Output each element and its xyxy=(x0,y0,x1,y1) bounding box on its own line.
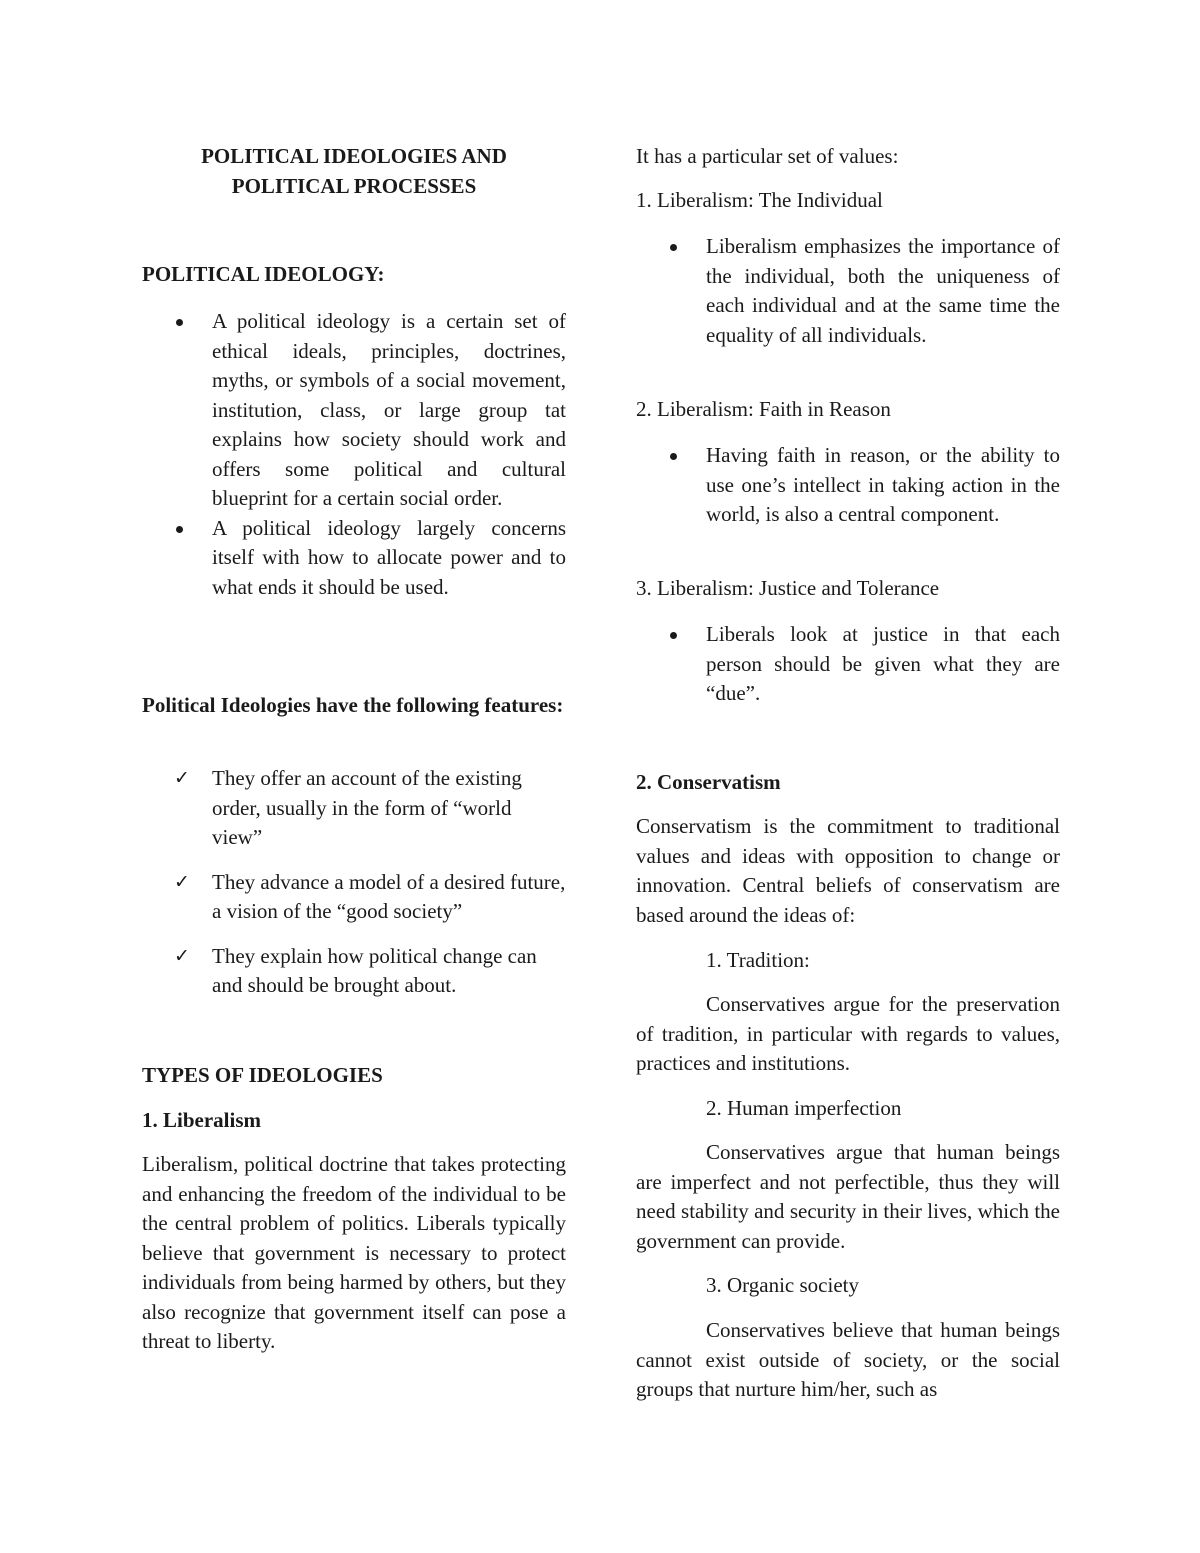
conservatism-text-3: Conservatives believe that human beings cannot exist outside of society, or the social groups that nurture him/her, such as xyxy=(636,1318,1060,1401)
bullet-icon xyxy=(670,453,677,460)
values-intro: It has a particular set of values: xyxy=(636,144,899,168)
list-item: ✓ They offer an account of the existing order, usually in the form of “world view” xyxy=(174,766,522,849)
bullet-icon xyxy=(670,632,677,639)
bullet-icon xyxy=(176,319,183,326)
value-label-1: 1. Liberalism: The Individual xyxy=(636,188,883,212)
features-list xyxy=(142,764,566,1016)
list-item: Having faith in reason, or the ability to use one’s intellect in taking action in the world, is also a central component. xyxy=(636,441,1060,530)
title-line-2: POLITICAL PROCESSES xyxy=(231,173,477,198)
value-list-2 xyxy=(636,441,1060,530)
liberalism-text: Liberalism, political doctrine that takes protecting and enhancing the freedom of the individual to be the central problem of politics. Liberals typically believe that government is necessary to protect individuals from being harmed by others, but they also recognize that government itself can pose a threat to liberty. xyxy=(142,1152,566,1353)
list-item: A political ideology largely concerns itself with how to allocate power and to what ends it should be used. xyxy=(142,514,566,603)
conservatism-intro: Conservatism is the commitment to traditional values and ideas with opposition to change or innovation. Central beliefs of conservatism are based around the ideas of: xyxy=(636,814,1060,927)
list-item: ✓ They advance a model of a desired future, a vision of the “good society” xyxy=(174,869,566,923)
conservatism-text-2: Conservatives argue that human beings are imperfect and not perfectible, thus they will need stability and security in their lives, which the government can provide. xyxy=(636,1140,1060,1253)
conservatism-label-2: 2. Human imperfection xyxy=(706,1096,902,1120)
liberalism-heading: 1. Liberalism xyxy=(142,1108,261,1132)
list-item: Liberals look at justice in that each person should be given what they are “due”. xyxy=(636,620,1060,709)
value-label-2: 2. Liberalism: Faith in Reason xyxy=(636,397,891,421)
value-list-3 xyxy=(636,620,1060,709)
page-title xyxy=(142,142,566,201)
value-list-1 xyxy=(636,232,1060,350)
title-line-1: POLITICAL IDEOLOGIES AND xyxy=(201,144,507,168)
bullet-icon xyxy=(176,526,183,533)
conservatism-label-3: 3. Organic society xyxy=(706,1273,859,1297)
features-heading: Political Ideologies have the following features: xyxy=(142,693,564,717)
political-ideology-heading: POLITICAL IDEOLOGY: xyxy=(142,262,385,286)
conservatism-text-1: Conservatives argue for the preservation of tradition, in particular with regards to values, practices and institutions. xyxy=(636,992,1060,1075)
checkmark-icon: ✓ xyxy=(174,767,190,789)
conservatism-heading: 2. Conservatism xyxy=(636,770,781,794)
bullet-icon xyxy=(670,244,677,251)
types-heading: TYPES OF IDEOLOGIES xyxy=(142,1063,383,1087)
conservatism-label-1: 1. Tradition: xyxy=(706,948,810,972)
value-label-3: 3. Liberalism: Justice and Tolerance xyxy=(636,576,940,600)
list-item: Liberalism emphasizes the importance of the individual, both the uniqueness of each individual and at the same time the equality of all individuals. xyxy=(636,232,1060,350)
political-ideology-list xyxy=(142,307,566,602)
list-item: A political ideology is a certain set of ethical ideals, principles, doctrines, myths, or symbols of a social movement, institution, class, or large group tat explains how society should work and offers some political and cultural blueprint for a certain social order. xyxy=(142,307,566,514)
list-item: ✓ They explain how political change can and should be brought about. xyxy=(174,943,537,997)
checkmark-icon: ✓ xyxy=(174,944,190,967)
checkmark-icon: ✓ xyxy=(174,870,190,893)
